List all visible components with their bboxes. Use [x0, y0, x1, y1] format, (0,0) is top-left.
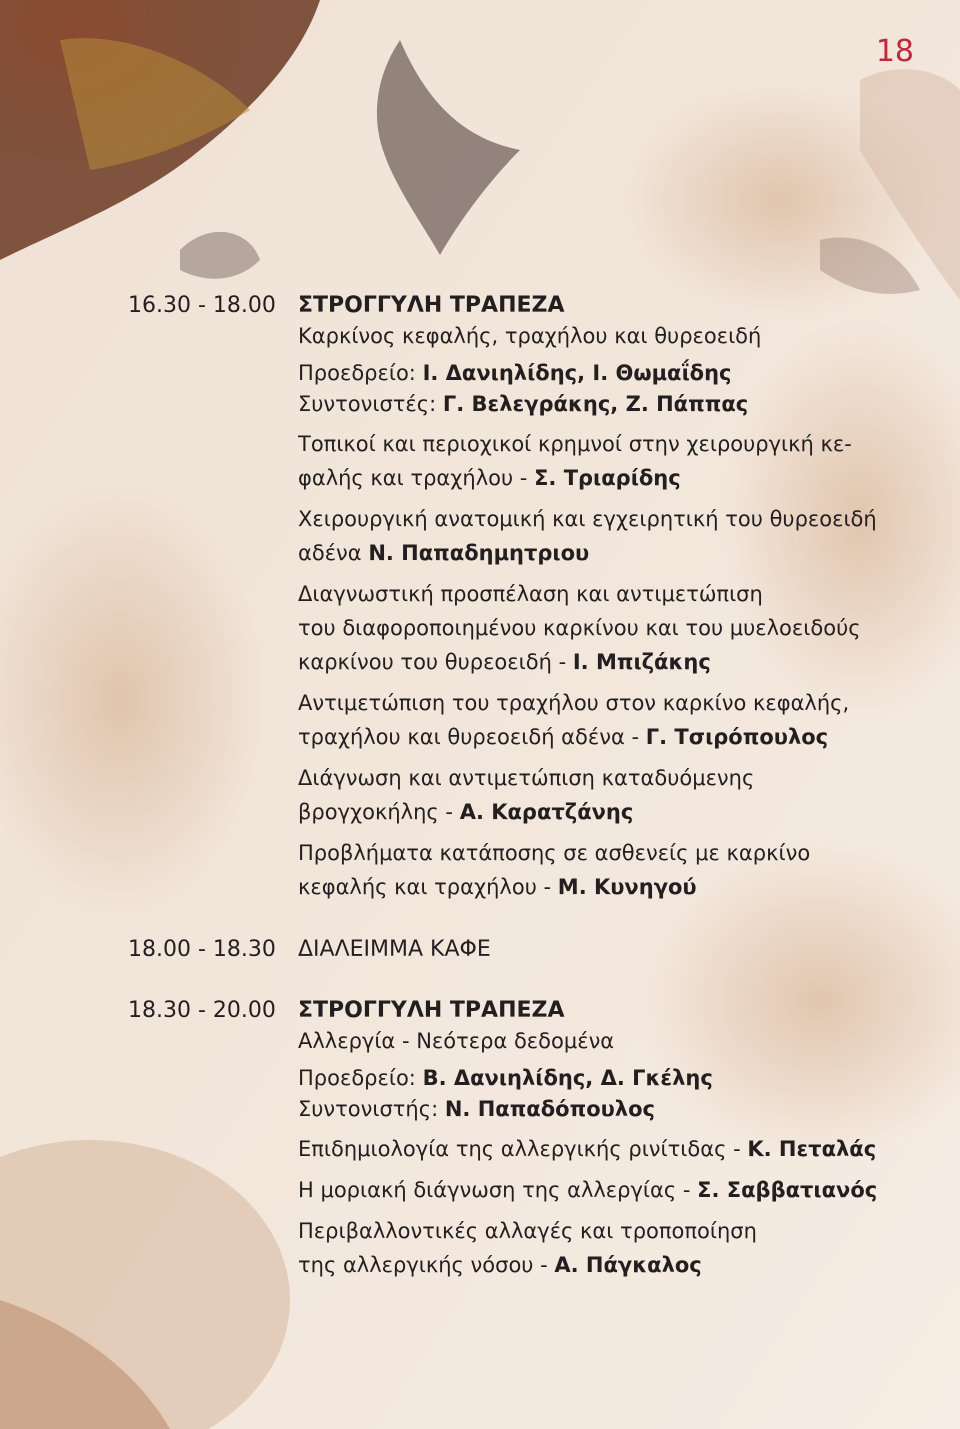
talk-item [298, 1214, 928, 1282]
talk-speaker: Α. Καρατζάνης [459, 800, 634, 824]
chairs-line [298, 1063, 928, 1094]
chairs-line [298, 358, 928, 389]
talk-title-line: Περιβαλλοντικές αλλαγές και τροποποίηση [298, 1219, 757, 1243]
talk-item [298, 577, 928, 679]
talk-title-line: Χειρουργική ανατομική και εγχειρητική του θυρεοειδή [298, 507, 877, 531]
talk-title-line: Αντιμετώπιση του τραχήλου στον καρκίνο κεφαλής, [298, 691, 850, 715]
talk-speaker: Ι. Μπιζάκης [572, 650, 711, 674]
coordinators-label: Συντονιστής: [298, 1097, 439, 1121]
talk-speaker: Μ. Κυνηγού [557, 875, 697, 899]
talk-item [298, 686, 928, 754]
talk-title-line: φαλής και τραχήλου - [298, 466, 528, 490]
session-title: ΣΤΡΟΓΓΥΛΗ ΤΡΑΠΕΖΑ [298, 998, 565, 1023]
session-subtitle: Καρκίνος κεφαλής, τραχήλου και θυρεοειδή [298, 324, 762, 348]
session-coffee-break [128, 934, 928, 965]
talk-title-line: αδένα [298, 541, 362, 565]
session-roundtable-allergy [128, 995, 928, 1282]
session-time: 16.30 - 18.00 [128, 293, 276, 318]
talk-title-line: καρκίνου του θυρεοειδή - [298, 650, 567, 674]
talk-item [298, 1173, 928, 1207]
session-time: 18.00 - 18.30 [128, 937, 276, 962]
session-subtitle: Αλλεργία - Νεότερα δεδομένα [298, 1029, 615, 1053]
talk-speaker: Σ. Σαββατιανός [697, 1178, 878, 1202]
talk-item [298, 761, 928, 829]
talk-title-line: Προβλήματα κατάποσης σε ασθενείς με καρκίνο [298, 841, 811, 865]
talk-title-line: τραχήλου και θυρεοειδή αδένα - [298, 725, 640, 749]
chairs-label: Προεδρείο: [298, 361, 416, 385]
talk-speaker: Ν. Παπαδημητριου [368, 541, 590, 565]
coordinators-label: Συντονιστές: [298, 392, 437, 416]
talk-title-line: Η μοριακή διάγνωση της αλλεργίας - [298, 1178, 691, 1202]
coordinators-line [298, 389, 928, 420]
talk-title-line: του διαφοροποιημένου καρκίνου και του μυελοειδούς [298, 616, 861, 640]
talk-item [298, 836, 928, 904]
talk-speaker: Γ. Τσιρόπουλος [645, 725, 829, 749]
session-title: ΔΙΑΛΕΙΜΜΑ ΚΑΦΕ [298, 937, 491, 962]
talk-title-line: Τοπικοί και περιοχικοί κρημνοί στην χειρουργική κε- [298, 432, 852, 456]
talk-speaker: Κ. Πεταλάς [747, 1137, 877, 1161]
program-schedule [128, 290, 928, 1282]
talk-title-line: βρογχοκήλης - [298, 800, 453, 824]
session-time: 18.30 - 20.00 [128, 998, 276, 1023]
talk-title-line: Επιδημιολογία της αλλεργικής ρινίτιδας - [298, 1137, 741, 1161]
chairs-names: Ι. Δανιηλίδης, Ι. Θωμαΐδης [422, 361, 732, 385]
talk-item [298, 502, 928, 570]
chairs-names: Β. Δανιηλίδης, Δ. Γκέλης [422, 1066, 713, 1090]
talk-title-line: Διάγνωση και αντιμετώπιση καταδυόμενης [298, 766, 755, 790]
talk-speaker: Σ. Τριαρίδης [534, 466, 681, 490]
talk-item [298, 1132, 928, 1166]
talk-title-line: κεφαλής και τραχήλου - [298, 875, 552, 899]
session-content [298, 995, 928, 1282]
session-content [298, 290, 928, 904]
session-title: ΣΤΡΟΓΓΥΛΗ ΤΡΑΠΕΖΑ [298, 293, 565, 318]
coordinators-line [298, 1094, 928, 1125]
coordinators-names: Ν. Παπαδόπουλος [444, 1097, 655, 1121]
chairs-label: Προεδρείο: [298, 1066, 416, 1090]
talk-title-line: της αλλεργικής νόσου - [298, 1253, 548, 1277]
talk-title-line: Διαγνωστική προσπέλαση και αντιμετώπιση [298, 582, 763, 606]
coordinators-names: Γ. Βελεγράκης, Ζ. Πάππας [442, 392, 749, 416]
talk-item [298, 427, 928, 495]
session-roundtable-head-neck [128, 290, 928, 904]
page-number: 18 [875, 34, 914, 69]
talk-speaker: Α. Πάγκαλος [554, 1253, 702, 1277]
session-content [298, 934, 928, 965]
